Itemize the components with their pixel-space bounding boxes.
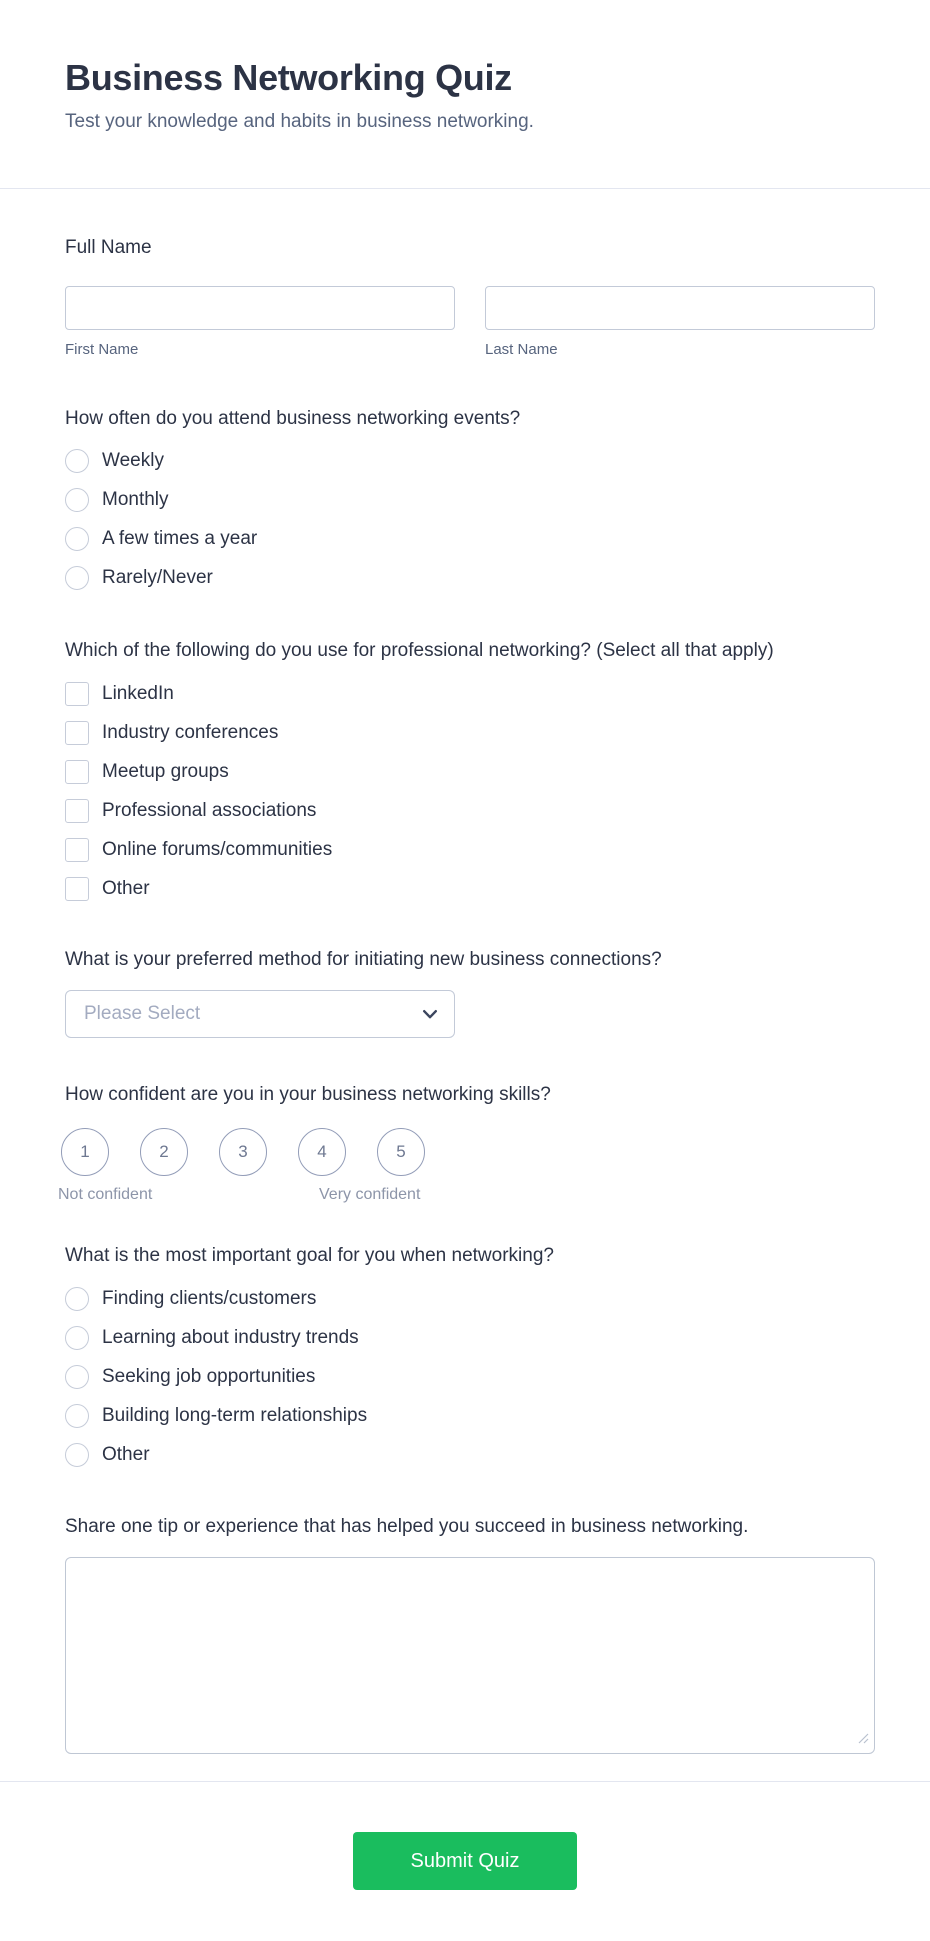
chevron-down-icon <box>422 1009 438 1020</box>
question-label: Share one tip or experience that has helped you succeed in business networking. <box>65 1516 749 1537</box>
checkbox-option-label: Other <box>102 878 150 899</box>
scale-option-1[interactable]: 1 <box>61 1128 109 1176</box>
radio-option-label: Building long-term relationships <box>102 1405 368 1426</box>
select-placeholder: Please Select <box>84 1003 201 1024</box>
radio-icon[interactable] <box>65 1404 89 1428</box>
first-name-sublabel: First Name <box>65 341 139 358</box>
radio-option-rarely-never[interactable] <box>65 565 865 590</box>
form-header <box>0 0 930 189</box>
radio-option-long-term-relationships[interactable] <box>65 1403 865 1428</box>
radio-icon[interactable] <box>65 449 89 473</box>
radio-option-weekly[interactable] <box>65 448 865 473</box>
checkbox-option-label: Meetup groups <box>102 761 229 782</box>
radio-icon[interactable] <box>65 1365 89 1389</box>
radio-option-industry-trends[interactable] <box>65 1325 865 1350</box>
radio-option-label: Seeking job opportunities <box>102 1366 316 1387</box>
checkbox-option-other[interactable] <box>65 876 865 901</box>
radio-option-label: Learning about industry trends <box>102 1327 359 1348</box>
first-name-column <box>65 286 455 360</box>
radio-group-goal <box>65 1286 865 1467</box>
question-label: What is your preferred method for initiating new business connections? <box>65 949 662 970</box>
textarea-wrap <box>65 1557 875 1759</box>
radio-icon[interactable] <box>65 527 89 551</box>
form-body <box>0 235 930 1781</box>
scale-options-row <box>61 1128 865 1176</box>
checkbox-group-channels <box>65 681 865 901</box>
scale-min-label: Not confident <box>58 1186 153 1203</box>
radio-icon[interactable] <box>65 1326 89 1350</box>
question-full-name <box>65 235 865 360</box>
radio-option-label: Monthly <box>102 489 169 510</box>
question-preferred-method <box>65 947 865 1038</box>
question-confidence-scale <box>58 1082 865 1206</box>
name-inputs-row <box>65 286 865 360</box>
checkbox-option-online-forums[interactable] <box>65 837 865 862</box>
radio-option-job-opportunities[interactable] <box>65 1364 865 1389</box>
radio-option-label: Finding clients/customers <box>102 1288 317 1309</box>
checkbox-option-label: Professional associations <box>102 800 317 821</box>
question-label: Which of the following do you use for professional networking? (Select all that apply) <box>65 640 774 661</box>
scale-option-4[interactable]: 4 <box>298 1128 346 1176</box>
form-subtitle: Test your knowledge and habits in business networking. <box>65 111 534 132</box>
first-name-input[interactable] <box>65 286 455 330</box>
question-label: How often do you attend business networking events? <box>65 408 521 429</box>
submit-quiz-button[interactable]: Submit Quiz <box>353 1832 577 1890</box>
scale-option-2[interactable]: 2 <box>140 1128 188 1176</box>
radio-option-monthly[interactable] <box>65 487 865 512</box>
form-title: Business Networking Quiz <box>65 57 512 98</box>
radio-group-frequency <box>65 448 865 590</box>
question-label: What is the most important goal for you when networking? <box>65 1245 554 1266</box>
checkbox-icon[interactable] <box>65 838 89 862</box>
checkbox-option-label: LinkedIn <box>102 683 174 704</box>
question-share-tip <box>65 1514 865 1759</box>
radio-option-few-times-a-year[interactable] <box>65 526 865 551</box>
question-networking-goal <box>65 1243 865 1467</box>
scale-option-3[interactable]: 3 <box>219 1128 267 1176</box>
radio-option-finding-clients[interactable] <box>65 1286 865 1311</box>
checkbox-option-label: Industry conferences <box>102 722 279 743</box>
checkbox-option-linkedin[interactable] <box>65 681 865 706</box>
radio-option-label: A few times a year <box>102 528 258 549</box>
checkbox-icon[interactable] <box>65 682 89 706</box>
full-name-label: Full Name <box>65 237 152 258</box>
last-name-column <box>485 286 875 360</box>
question-networking-channels <box>65 638 865 901</box>
checkbox-option-professional-associations[interactable] <box>65 798 865 823</box>
form-footer <box>0 1781 930 1941</box>
scale-labels-row <box>58 1184 865 1206</box>
last-name-sublabel: Last Name <box>485 341 558 358</box>
radio-icon[interactable] <box>65 488 89 512</box>
checkbox-option-meetup-groups[interactable] <box>65 759 865 784</box>
preferred-method-select[interactable] <box>65 990 455 1038</box>
radio-option-other-goal[interactable] <box>65 1442 865 1467</box>
checkbox-icon[interactable] <box>65 721 89 745</box>
radio-icon[interactable] <box>65 1443 89 1467</box>
question-label: How confident are you in your business networking skills? <box>65 1084 551 1105</box>
question-event-frequency <box>65 406 865 590</box>
radio-icon[interactable] <box>65 1287 89 1311</box>
scale-max-label: Very confident <box>319 1186 421 1203</box>
radio-option-label: Weekly <box>102 450 164 471</box>
resize-handle-icon[interactable] <box>858 1731 869 1749</box>
radio-icon[interactable] <box>65 566 89 590</box>
scale-option-5[interactable]: 5 <box>377 1128 425 1176</box>
last-name-input[interactable] <box>485 286 875 330</box>
radio-option-label: Other <box>102 1444 150 1465</box>
checkbox-icon[interactable] <box>65 799 89 823</box>
checkbox-icon[interactable] <box>65 760 89 784</box>
tip-textarea[interactable] <box>65 1557 875 1754</box>
radio-option-label: Rarely/Never <box>102 567 213 588</box>
checkbox-option-label: Online forums/communities <box>102 839 333 860</box>
checkbox-option-industry-conferences[interactable] <box>65 720 865 745</box>
checkbox-icon[interactable] <box>65 877 89 901</box>
